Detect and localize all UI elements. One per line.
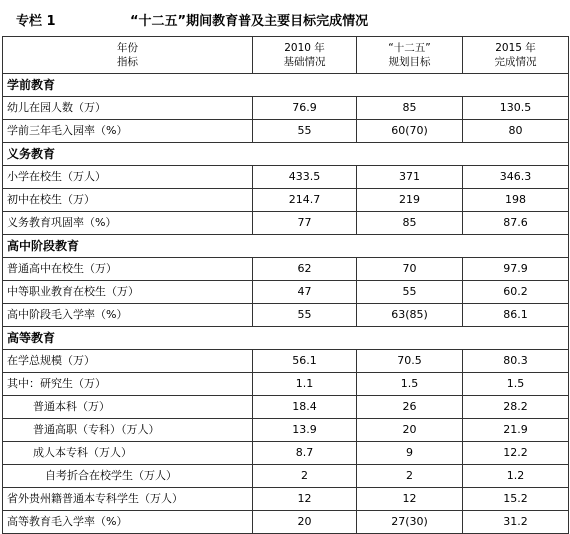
header-plan-line2: 规划目标 xyxy=(388,56,431,68)
value-plan: 219 xyxy=(357,189,463,212)
table-row xyxy=(3,97,569,120)
value-2010: 12 xyxy=(253,488,357,511)
value-2010: 20 xyxy=(253,511,357,534)
indicator-label: 中等职业教育在校生（万） xyxy=(3,281,253,304)
value-2015: 80.3 xyxy=(463,350,569,373)
value-2010: 55 xyxy=(253,120,357,143)
header-2010-line1: 2010 年 xyxy=(284,42,325,54)
value-2015: 12.2 xyxy=(463,442,569,465)
value-plan: 55 xyxy=(357,281,463,304)
value-plan: 20 xyxy=(357,419,463,442)
column-label: 专栏 1 xyxy=(16,14,56,29)
indicator-label: 学前三年毛入园率（%） xyxy=(3,120,253,143)
table-row xyxy=(3,304,569,327)
value-plan: 1.5 xyxy=(357,373,463,396)
indicator-label: 普通高职（专科）（万人） xyxy=(3,419,253,442)
value-2015: 198 xyxy=(463,189,569,212)
value-2010: 214.7 xyxy=(253,189,357,212)
header-plan-cell xyxy=(357,37,463,74)
section-title: 学前教育 xyxy=(3,74,569,97)
value-2015: 1.2 xyxy=(463,465,569,488)
table-row xyxy=(3,120,569,143)
header-indicator-label: 指标 xyxy=(117,56,138,68)
indicator-label: 幼儿在园人数（万） xyxy=(3,97,253,120)
value-plan: 12 xyxy=(357,488,463,511)
value-2010: 55 xyxy=(253,304,357,327)
section-title: 高中阶段教育 xyxy=(3,235,569,258)
value-2015: 87.6 xyxy=(463,212,569,235)
value-2010: 13.9 xyxy=(253,419,357,442)
header-2010-line2: 基础情况 xyxy=(283,56,326,68)
value-plan: 63(85) xyxy=(357,304,463,327)
value-2010: 47 xyxy=(253,281,357,304)
table-row xyxy=(3,258,569,281)
value-2015: 97.9 xyxy=(463,258,569,281)
value-2010: 56.1 xyxy=(253,350,357,373)
section-title: 义务教育 xyxy=(3,143,569,166)
value-2015: 80 xyxy=(463,120,569,143)
table-row xyxy=(3,373,569,396)
value-plan: 26 xyxy=(357,396,463,419)
indicator-label: 其中：研究生（万） xyxy=(3,373,253,396)
indicator-label: 初中在校生（万） xyxy=(3,189,253,212)
table-row xyxy=(3,488,569,511)
indicator-label: 在学总规模（万） xyxy=(3,350,253,373)
header-indicator-cell xyxy=(3,37,253,74)
table-title: “十二五”期间教育普及主要目标完成情况 xyxy=(130,14,369,29)
indicator-label: 小学在校生（万人） xyxy=(3,166,253,189)
indicator-label: 普通本科（万） xyxy=(3,396,253,419)
value-plan: 85 xyxy=(357,97,463,120)
section-row-high-school xyxy=(3,235,569,258)
value-plan: 70 xyxy=(357,258,463,281)
table-row xyxy=(3,281,569,304)
header-2010-cell xyxy=(253,37,357,74)
indicator-label: 省外贵州籍普通本专科学生（万人） xyxy=(3,488,253,511)
table-row xyxy=(3,189,569,212)
table-row xyxy=(3,442,569,465)
section-row-preschool xyxy=(3,74,569,97)
header-2015-line1: 2015 年 xyxy=(495,42,536,54)
value-2015: 86.1 xyxy=(463,304,569,327)
value-2010: 77 xyxy=(253,212,357,235)
value-2010: 18.4 xyxy=(253,396,357,419)
value-2010: 1.1 xyxy=(253,373,357,396)
value-2015: 31.2 xyxy=(463,511,569,534)
value-2015: 346.3 xyxy=(463,166,569,189)
value-2010: 433.5 xyxy=(253,166,357,189)
value-plan: 27(30) xyxy=(357,511,463,534)
value-2015: 21.9 xyxy=(463,419,569,442)
table-row xyxy=(3,419,569,442)
table-row xyxy=(3,396,569,419)
indicator-label: 义务教育巩固率（%） xyxy=(3,212,253,235)
table-row xyxy=(3,511,569,534)
value-2010: 76.9 xyxy=(253,97,357,120)
section-row-compulsory xyxy=(3,143,569,166)
value-2015: 1.5 xyxy=(463,373,569,396)
header-2015-cell xyxy=(463,37,569,74)
value-plan: 70.5 xyxy=(357,350,463,373)
value-2015: 60.2 xyxy=(463,281,569,304)
value-plan: 60(70) xyxy=(357,120,463,143)
education-goals-table xyxy=(2,36,569,534)
header-year-label: 年份 xyxy=(117,42,138,54)
value-2010: 2 xyxy=(253,465,357,488)
value-plan: 85 xyxy=(357,212,463,235)
indicator-label: 自考折合在校学生（万人） xyxy=(3,465,253,488)
indicator-label: 高等教育毛入学率（%） xyxy=(3,511,253,534)
section-title: 高等教育 xyxy=(3,327,569,350)
value-2010: 8.7 xyxy=(253,442,357,465)
section-row-higher-education xyxy=(3,327,569,350)
table-row xyxy=(3,465,569,488)
table-header-row xyxy=(3,37,569,74)
value-2015: 130.5 xyxy=(463,97,569,120)
value-2015: 15.2 xyxy=(463,488,569,511)
header-2015-line2: 完成情况 xyxy=(494,56,537,68)
indicator-label: 成人本专科（万人） xyxy=(3,442,253,465)
indicator-label: 高中阶段毛入学率（%） xyxy=(3,304,253,327)
value-2010: 62 xyxy=(253,258,357,281)
value-2015: 28.2 xyxy=(463,396,569,419)
value-plan: 2 xyxy=(357,465,463,488)
table-row xyxy=(3,350,569,373)
value-plan: 9 xyxy=(357,442,463,465)
indicator-label: 普通高中在校生（万） xyxy=(3,258,253,281)
table-row xyxy=(3,212,569,235)
value-plan: 371 xyxy=(357,166,463,189)
table-row xyxy=(3,166,569,189)
title-row xyxy=(0,0,570,36)
header-plan-line1: “十二五” xyxy=(388,42,431,54)
